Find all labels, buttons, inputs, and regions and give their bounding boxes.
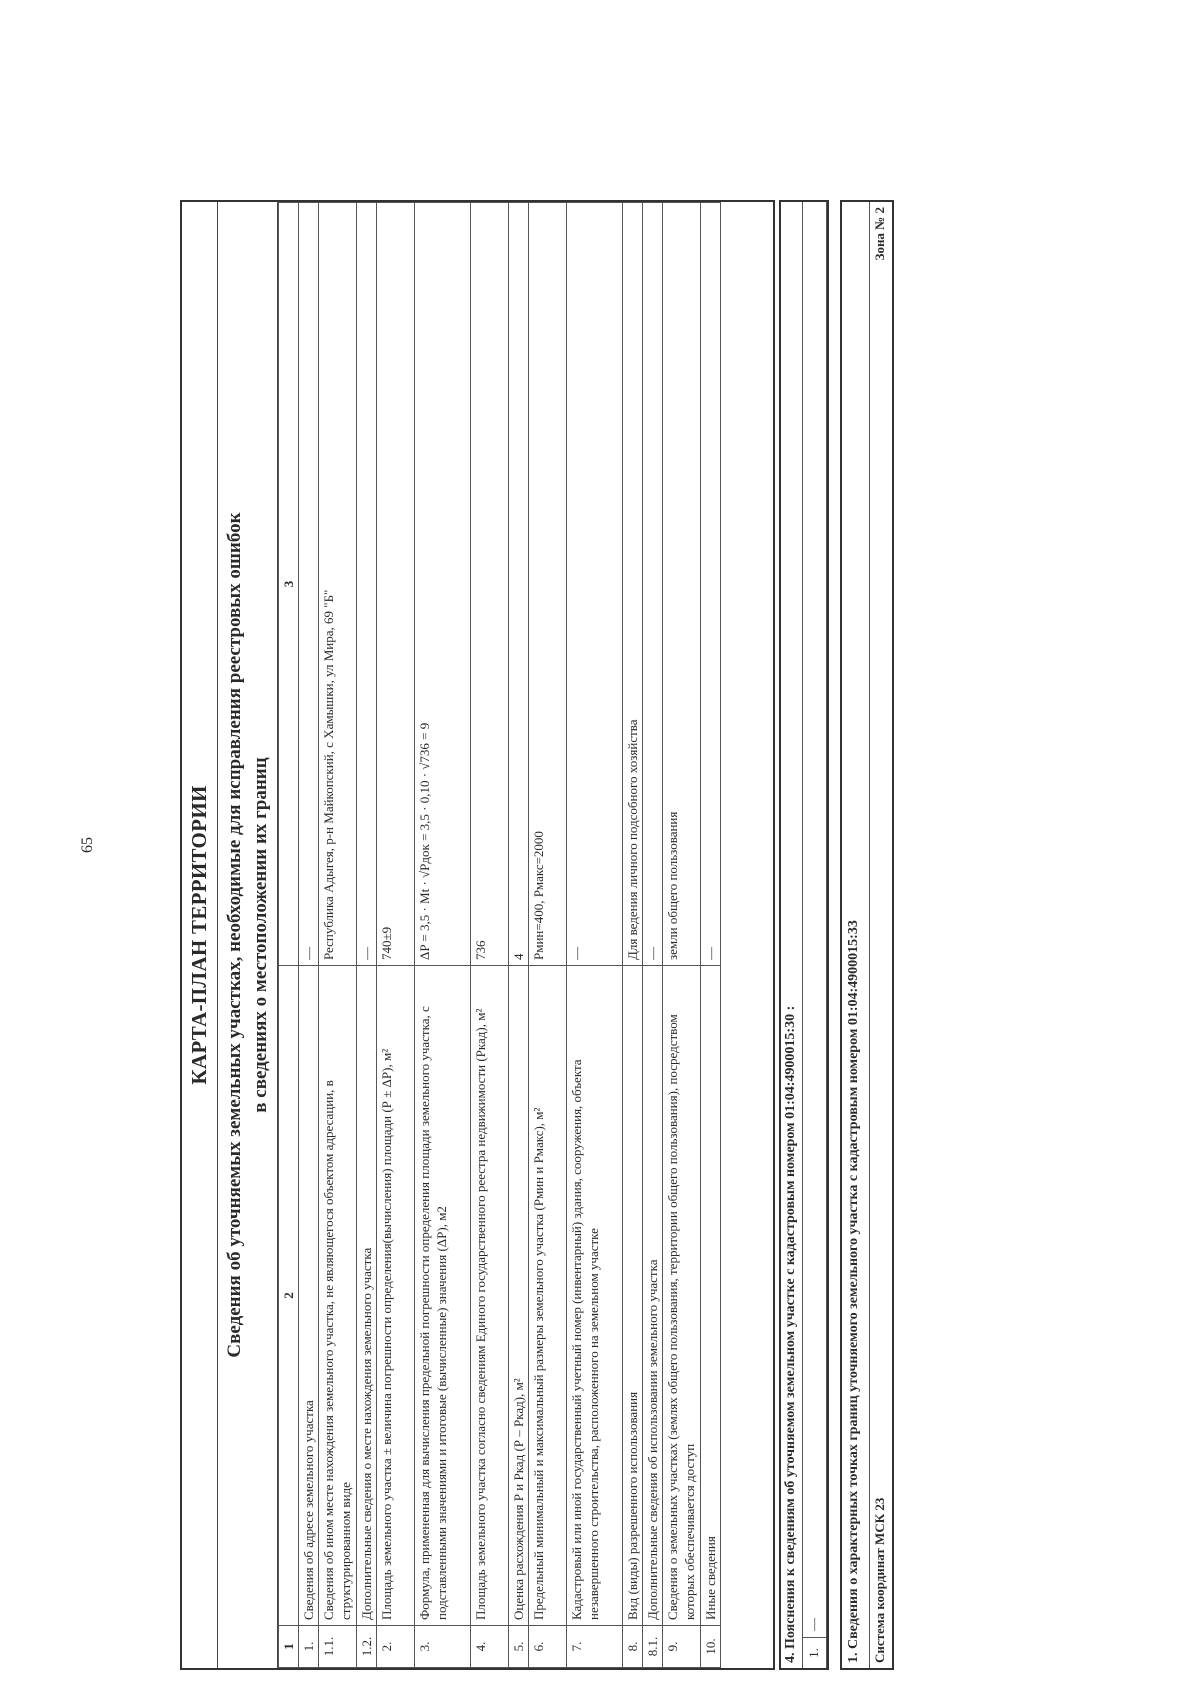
row-name: Предельный минимальный и максимальный размеры земельного участка (Рмин и Рмакс), м² [529,966,567,1626]
row-num: 8. [623,1626,643,1668]
row-value: Для ведения личного подсобного хозяйства [623,203,643,966]
row-value: Республика Адыгея, р-н Майкопский, с Хамышки, ул Мира, 69 "Б" [319,203,357,966]
subtitle-line-2: в сведениях о местоположении их границ [250,757,271,1113]
row-value: — [701,203,721,966]
info-rows [278,202,721,1668]
notes-row-value: — [806,1618,821,1631]
column-header: 3 [279,203,299,966]
row-name: Сведения об адресе земельного участка [299,966,319,1626]
row-name: Площадь земельного участка согласно сведениям Единого государственного реестра недвижимости (Ркад), м² [471,966,509,1626]
row-name: Вид (виды) разрешенного использования [623,966,643,1626]
row-num: 2. [377,1626,415,1668]
coordinates-footer [870,202,892,1668]
column-header: 2 [279,966,299,1626]
row-value: ΔP = 3,5 · Mt · √Pдок = 3,5 · 0,10 · √736 = 9 [415,203,471,966]
row-num: 6. [529,1626,567,1668]
notes-title: 4. Пояснения к сведениям об уточняемом земельном участке с кадастровым номером 01:04:4900015:30 : [781,202,803,1668]
row-name: Дополнительные сведения о месте нахождения земельного участка [357,966,377,1626]
row-num: 9. [663,1626,701,1668]
table-row [663,203,701,1668]
table-row [299,203,319,1668]
coordinate-system: Система координат МСК 23 [872,1497,887,1663]
table-row [377,203,415,1668]
row-value: 736 [471,203,509,966]
row-value: — [643,203,663,966]
map-plan-sheet [180,200,900,1670]
row-num: 1. [299,1626,319,1668]
coordinates-section [840,200,894,1670]
notes-section [779,200,829,1670]
row-value: 740±9 [377,203,415,966]
table-row [529,203,567,1668]
document-title: КАРТА-ПЛАН ТЕРРИТОРИИ [182,202,218,1668]
row-num: 1.1. [319,1626,357,1668]
table-row [701,203,721,1668]
row-name: Сведения об ином месте нахождения земельного участка, не являющегося объектом адресации, в структурированном виде [319,966,357,1626]
row-name: Площадь земельного участка ± величина погрешности определения(вычисления) площади (Р ± ΔР), м² [377,966,415,1626]
row-value: — [567,203,623,966]
row-value: Рмин=400, Рмакс=2000 [529,203,567,966]
row-num: 8.1. [643,1626,663,1668]
row-num: 7. [567,1626,623,1668]
row-num: 1.2. [357,1626,377,1668]
row-name: Дополнительные сведения об использовании земельного участка [643,966,663,1626]
row-num: 4. [471,1626,509,1668]
column-number-row [279,203,299,1668]
row-name: Кадастровый или иной государственный учетный номер (инвентарный) здания, сооружения, объекта незавершенного строительства, расположенного на земельном участке [567,966,623,1626]
table-row [509,203,529,1668]
subtitle-line-1: Сведения об уточняемых земельных участках, необходимые для исправления реестровых ошибок [224,512,245,1358]
parcel-info-table [180,200,775,1670]
table-row [471,203,509,1668]
row-name: Иные сведения [701,966,721,1626]
row-name: Формула, примененная для вычисления предельной погрешности определения площади земельного участка, с подставленными значениями и итоговые (вычисленные) значения (ΔР), м2 [415,966,471,1626]
row-num: 5. [509,1626,529,1668]
row-value: — [299,203,319,966]
zone-label: Зона № 2 [872,207,887,261]
table-row [415,203,471,1668]
table-row [357,203,377,1668]
row-name: Оценка расхождения Р и Ркад (Р – Ркад), м² [509,966,529,1626]
row-num: 3. [415,1626,471,1668]
notes-row [803,202,827,1668]
row-value: — [357,203,377,966]
row-value: земли общего пользования [663,203,701,966]
notes-row-number: 1. [803,1637,826,1668]
table-row [567,203,623,1668]
table-row [643,203,663,1668]
column-header: 1 [279,1626,299,1668]
row-num: 10. [701,1626,721,1668]
coordinates-title: 1. Сведения о характерных точках границ уточняемого земельного участка с кадастровым номером 01:04:4900015:33 [842,202,870,1668]
table-row [623,203,643,1668]
row-value: 4 [509,203,529,966]
section-subtitle [218,202,278,1668]
page-number: 65 [79,837,96,853]
table-row [319,203,357,1668]
row-name: Сведения о земельных участках (землях общего пользования, территории общего пользования), посредством которых обеспечивается доступ [663,966,701,1626]
